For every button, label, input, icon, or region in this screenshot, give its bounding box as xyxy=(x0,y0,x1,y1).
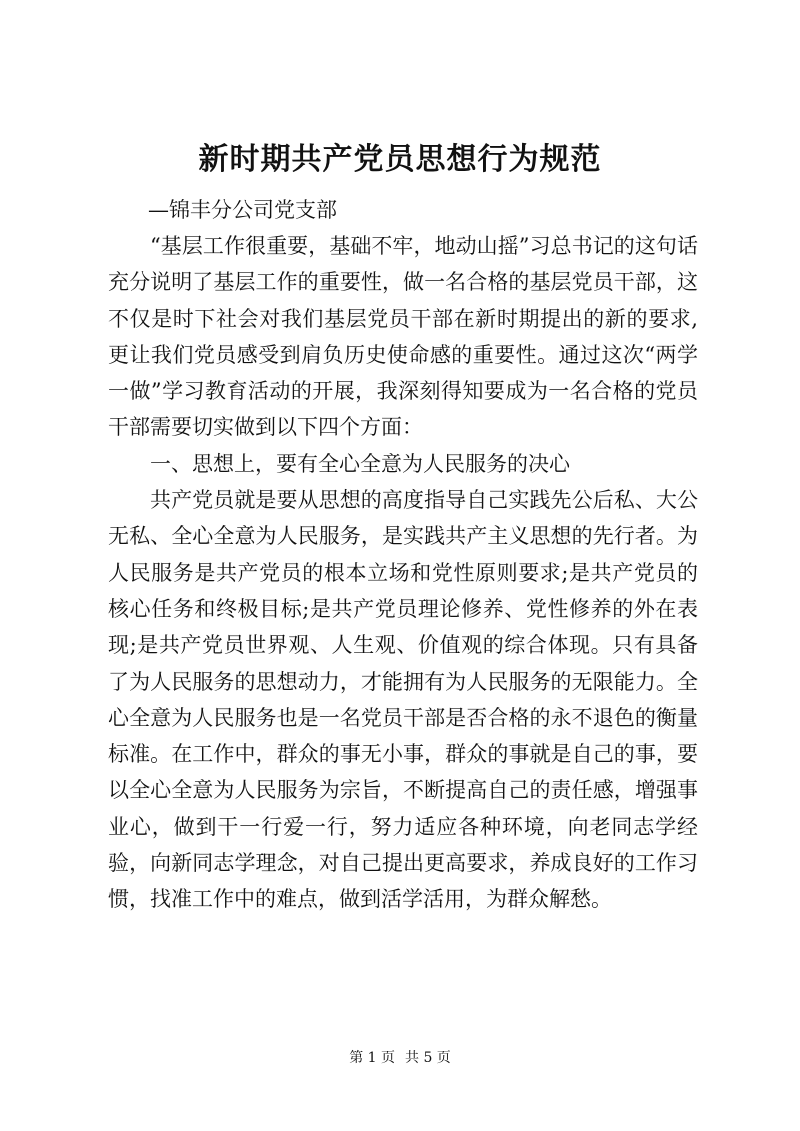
document-subtitle: —锦丰分公司党支部 xyxy=(148,198,337,222)
page-total: 共 5 页 xyxy=(405,1050,451,1066)
section-paragraph: 共产党员就是要从思想的高度指导自己实践先公后私、大公无私、全心全意为人民服务，是实践共产主义思想的先行者。为人民服务是共产党员的根本立场和党性原则要求;是共产党员的核心任务和终极目标;是共产党员理论修养、党性修养的外在表现;是共产党员世界观、人生观、价值观的综合体现。只有具备了为人民服务的思想动力，才能拥有为人民服务的无限能力。全心全意为人民服务也是一名党员干部是否合格的永不退色的衡量标准。在工作中，群众的事无小事，群众的事就是自己的事，要以全心全意为人民服务为宗旨，不断提高自己的责任感，增强事业心，做到干一行爱一行，努力适应各种环境，向老同志学经验，向新同志学理念，对自己提出更高要求，养成良好的工作习惯，找准工作中的难点，做到活学活用，为群众解愁。 xyxy=(108,488,698,912)
page-number: 第 1 页 xyxy=(349,1050,395,1066)
page-footer xyxy=(0,1048,800,1068)
intro-paragraph: “基层工作很重要，基础不牢，地动山摇”习总书记的这句话充分说明了基层工作的重要性，做一名合格的基层党员干部，这不仅是时下社会对我们基层党员干部在新时期提出的新的要求,更让我们党员感受到肩负历史使命感的重要性。通过这次“两学一做”学习教育活动的开展，我深刻得知要成为一名合格的党员干部需要切实做到以下四个方面： xyxy=(108,234,698,440)
document-title: 新时期共产党员思想行为规范 xyxy=(198,142,602,177)
document-body xyxy=(108,228,698,918)
section-heading: 一、思想上，要有全心全意为人民服务的决心 xyxy=(150,451,570,476)
